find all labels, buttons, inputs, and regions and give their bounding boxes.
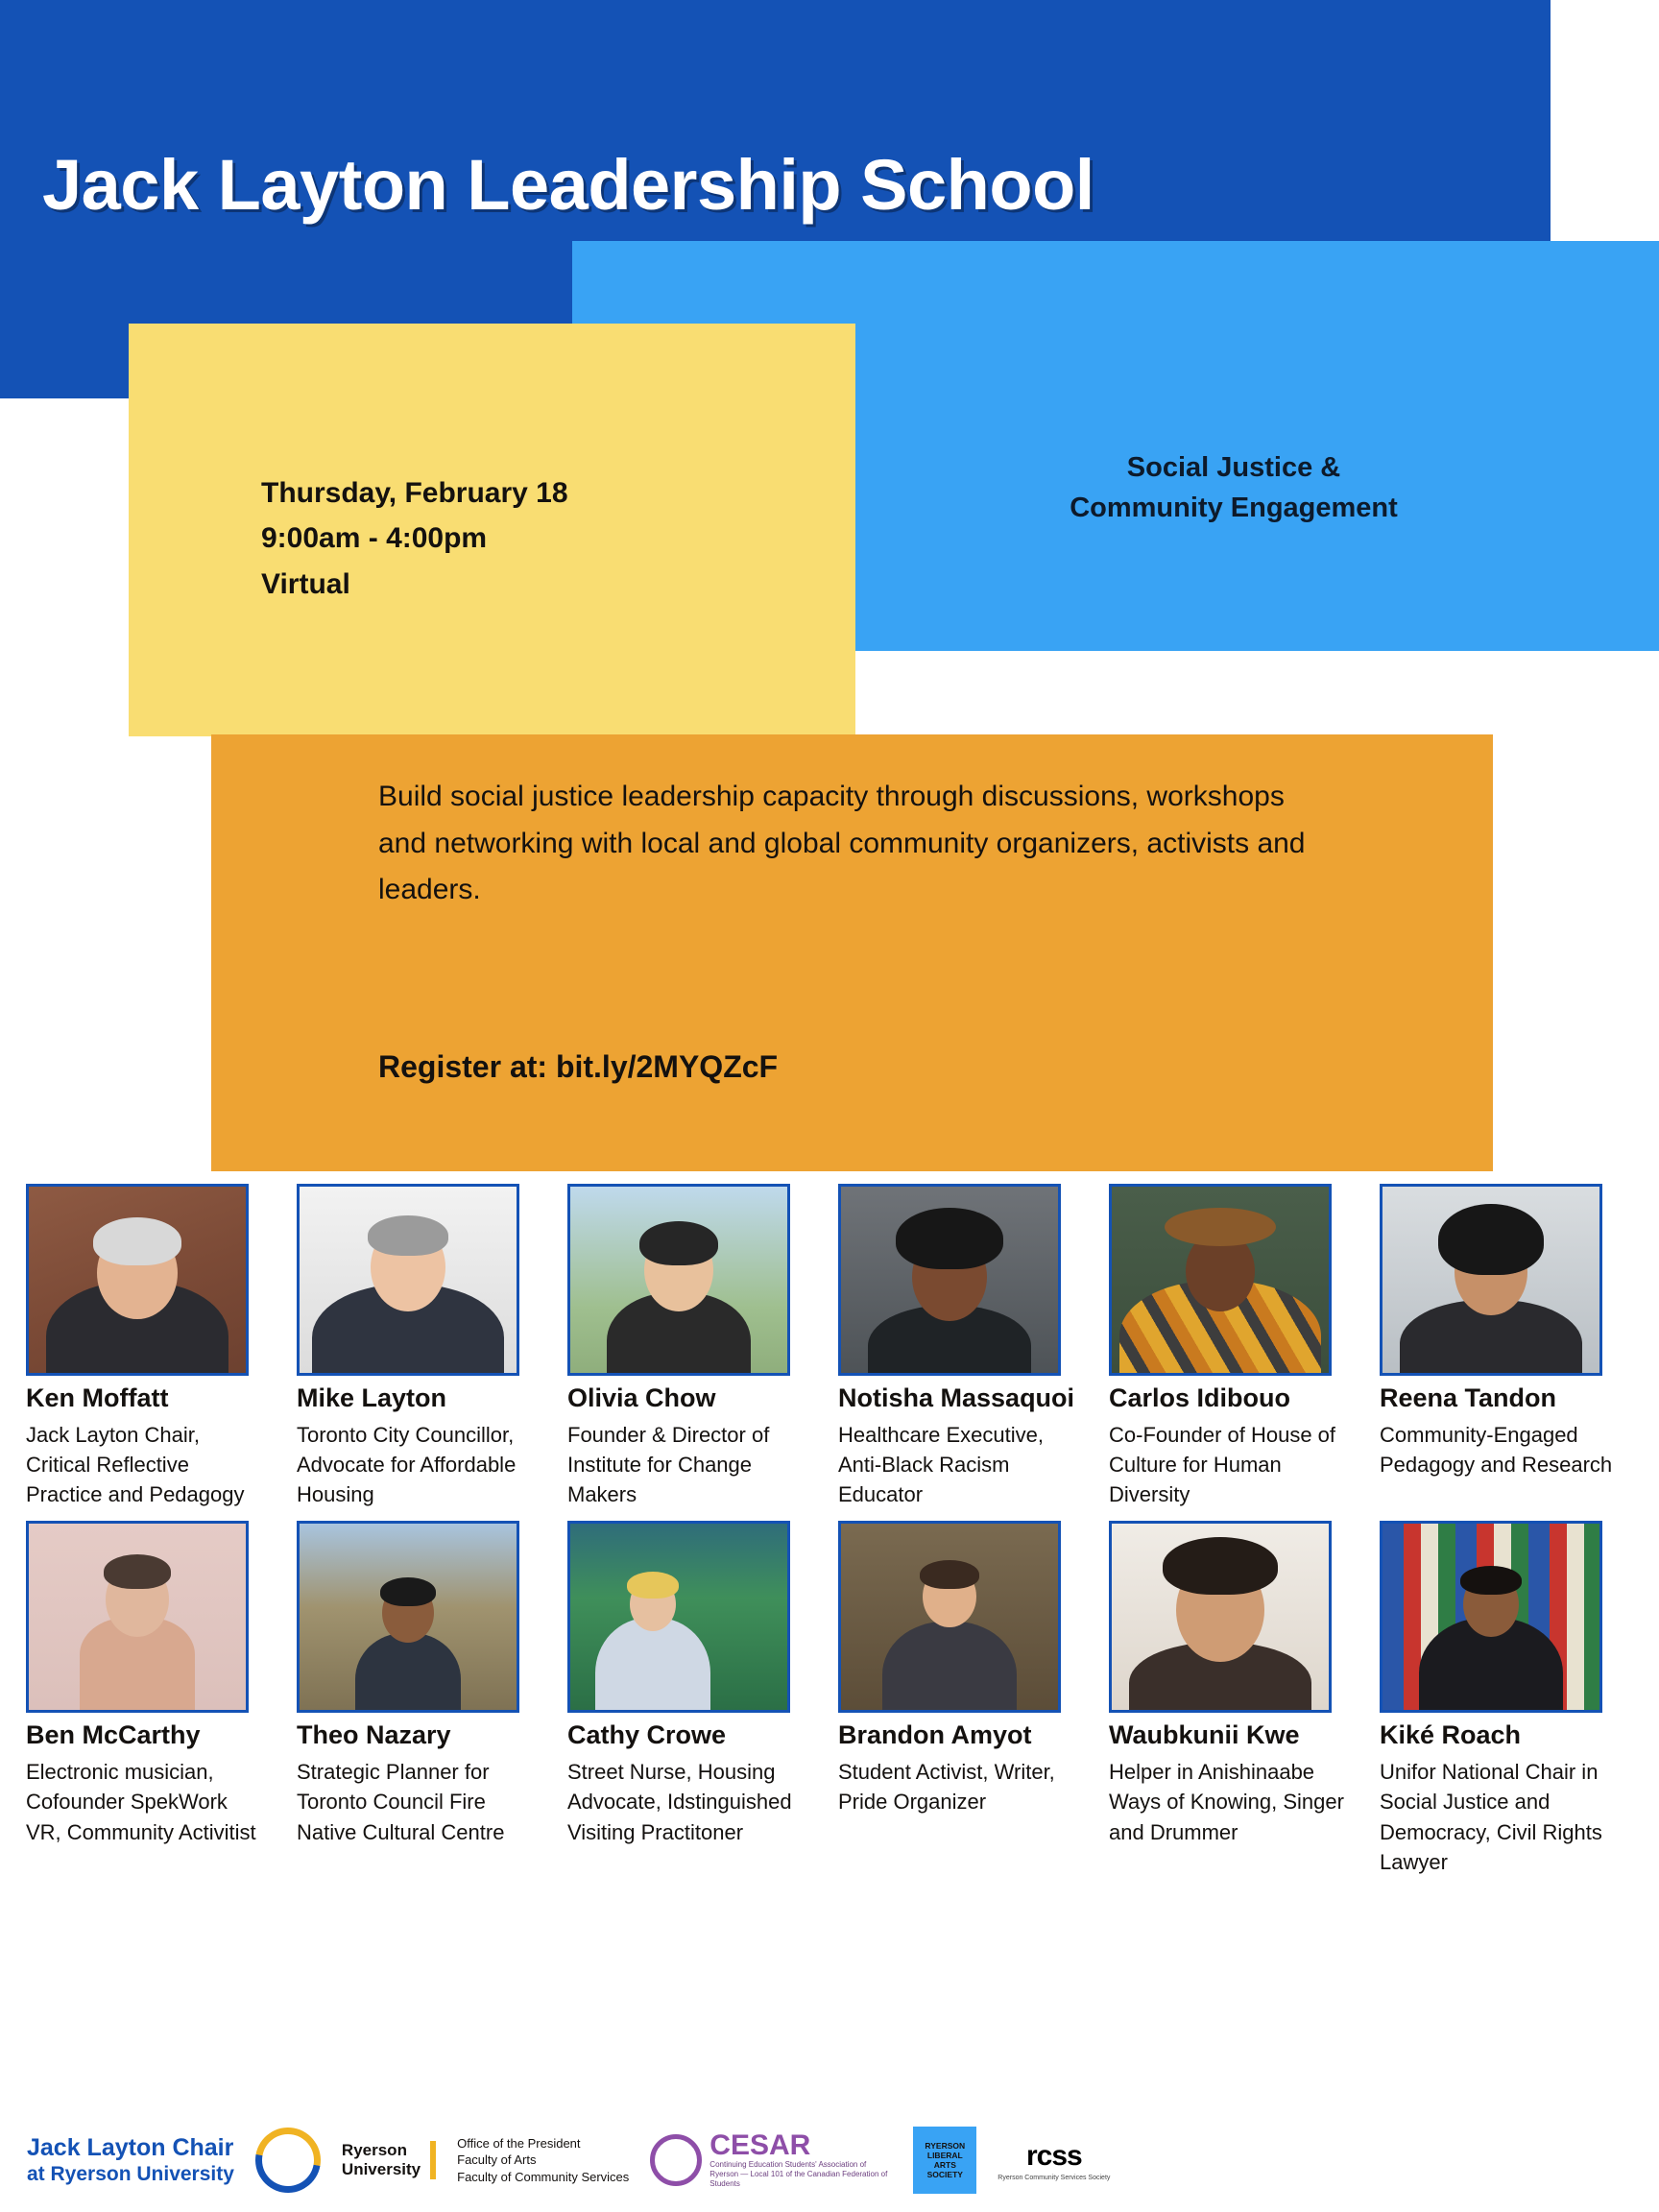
theme-line-1: Social Justice & (1126, 452, 1341, 483)
photo-hair (627, 1572, 679, 1599)
speaker-photo (26, 1521, 249, 1713)
photo-body (882, 1622, 1017, 1710)
speaker-card (288, 1521, 559, 1877)
speaker-role: Founder & Director of Institute for Change Makers (567, 1422, 770, 1507)
photo-hat (1165, 1208, 1276, 1246)
photo-hair (639, 1221, 718, 1265)
speaker-name: Notisha Massaquoi (838, 1383, 1075, 1412)
speaker-role: Toronto City Councillor, Advocate for Affordable Housing (297, 1422, 517, 1507)
speaker-card (559, 1521, 830, 1877)
speaker-name: Ben McCarthy (26, 1720, 201, 1750)
speaker-photo (297, 1521, 519, 1713)
speaker-photo (1380, 1184, 1602, 1376)
photo-hair (93, 1217, 181, 1265)
photo-hair (920, 1560, 979, 1589)
office-line-1: Office of the President (457, 2135, 581, 2151)
photo-body (595, 1618, 710, 1710)
speaker-role: Electronic musician, Cofounder SpekWork VR, Community Activitist (26, 1760, 256, 1844)
speaker-card (17, 1521, 288, 1877)
speakers-row-1 (0, 1184, 1659, 1509)
speaker-name: Reena Tandon (1380, 1383, 1557, 1412)
speaker-photo (567, 1521, 790, 1713)
speaker-name: Brandon Amyot (838, 1720, 1032, 1750)
speaker-photo (1109, 1184, 1332, 1376)
cesar-circle-icon (650, 2134, 702, 2186)
speakers-section (0, 1184, 1659, 1877)
photo-hair (368, 1215, 448, 1256)
cesar-name: CESAR (709, 2129, 811, 2161)
speaker-role: Jack Layton Chair, Critical Reflective Practice and Pedagogy (26, 1422, 245, 1507)
speaker-role: Unifor National Chair in Social Justice and Democracy, Civil Rights Lawyer (1380, 1760, 1602, 1874)
photo-hair (1460, 1566, 1522, 1595)
speaker-name: Olivia Chow (567, 1383, 716, 1412)
speaker-card (17, 1184, 288, 1509)
logo-ryerson-university (342, 2141, 436, 2180)
speaker-card (830, 1184, 1100, 1509)
event-details (261, 470, 568, 607)
theme-line-2: Community Engagement (1070, 493, 1398, 524)
speaker-photo (297, 1184, 519, 1376)
speaker-photo (1109, 1521, 1332, 1713)
logo-cesar (650, 2131, 892, 2189)
speaker-name: Kiké Roach (1380, 1720, 1522, 1750)
speaker-name: Ken Moffatt (26, 1383, 169, 1412)
description-text: Build social justice leadership capacity through discussions, workshops and networking with local and global community organizers, activists and leaders. (378, 781, 1306, 906)
photo-hair (104, 1554, 171, 1589)
speaker-role: Co-Founder of House of Culture for Human Diversity (1109, 1422, 1336, 1507)
register-link[interactable]: Register at: bit.ly/2MYQZcF (378, 1049, 779, 1084)
speaker-role: Helper in Anishinaabe Ways of Knowing, Singer and Drummer (1109, 1760, 1344, 1844)
logo-ryerson-line2: University (341, 2160, 421, 2178)
event-date: Thursday, February 18 (261, 477, 568, 509)
speaker-name: Carlos Idibouo (1109, 1383, 1290, 1412)
event-location: Virtual (261, 567, 350, 600)
cesar-subtitle: Continuing Education Students' Association of Ryerson — Local 101 of the Canadian Federation of Students (709, 2160, 888, 2188)
rcss-mark: rcss (1025, 2139, 1082, 2172)
swirl-icon (243, 2115, 334, 2206)
photo-hair (1163, 1537, 1278, 1595)
speaker-photo (567, 1184, 790, 1376)
speaker-card (1371, 1184, 1642, 1509)
logo-ryerson-liberal-arts-society: RYERSON LIBERAL ARTS SOCIETY (913, 2127, 976, 2194)
speaker-card (1100, 1521, 1371, 1877)
logo-jlc-line2: at Ryerson University (27, 2163, 234, 2186)
event-time: 9:00am - 4:00pm (261, 522, 488, 555)
logo-rcss (998, 2140, 1110, 2181)
speaker-card (288, 1184, 559, 1509)
theme-text (965, 447, 1503, 528)
speaker-role: Street Nurse, Housing Advocate, Idstinguished Visiting Practitoner (567, 1760, 792, 1844)
rcss-subtitle: Ryerson Community Services Society (998, 2174, 1111, 2181)
office-line-3: Faculty of Community Services (457, 2169, 630, 2184)
speaker-photo (1380, 1521, 1602, 1713)
speaker-role: Healthcare Executive, Anti-Black Racism Educator (838, 1422, 1044, 1507)
photo-hair (1438, 1204, 1544, 1275)
speaker-name: Waubkunii Kwe (1109, 1720, 1300, 1750)
speaker-card (830, 1521, 1100, 1877)
page-title: Jack Layton Leadership School (42, 145, 1094, 225)
logo-jlc-line1: Jack Layton Chair (27, 2133, 234, 2161)
speakers-row-2 (0, 1521, 1659, 1877)
speaker-role: Strategic Planner for Toronto Council Fire Native Cultural Centre (297, 1760, 505, 1844)
photo-body (355, 1633, 461, 1710)
speaker-role: Community-Engaged Pedagogy and Research (1380, 1422, 1613, 1477)
speaker-role: Student Activist, Writer, Pride Organizer (838, 1760, 1055, 1815)
speaker-card (1100, 1184, 1371, 1509)
office-line-2: Faculty of Arts (457, 2152, 537, 2168)
logo-jack-layton-chair (27, 2133, 234, 2187)
speaker-photo (838, 1184, 1061, 1376)
speaker-name: Mike Layton (297, 1383, 447, 1412)
logo-ryerson-line1: Ryerson (341, 2140, 407, 2159)
speaker-name: Cathy Crowe (567, 1720, 727, 1750)
speaker-photo (838, 1521, 1061, 1713)
photo-hair (380, 1577, 436, 1606)
speaker-card (559, 1184, 830, 1509)
speaker-card (1371, 1521, 1642, 1877)
speaker-name: Theo Nazary (297, 1720, 451, 1750)
speaker-photo (26, 1184, 249, 1376)
footer-logos (0, 2108, 1659, 2212)
logo-office-of-president (457, 2135, 629, 2186)
photo-hair (896, 1208, 1003, 1269)
